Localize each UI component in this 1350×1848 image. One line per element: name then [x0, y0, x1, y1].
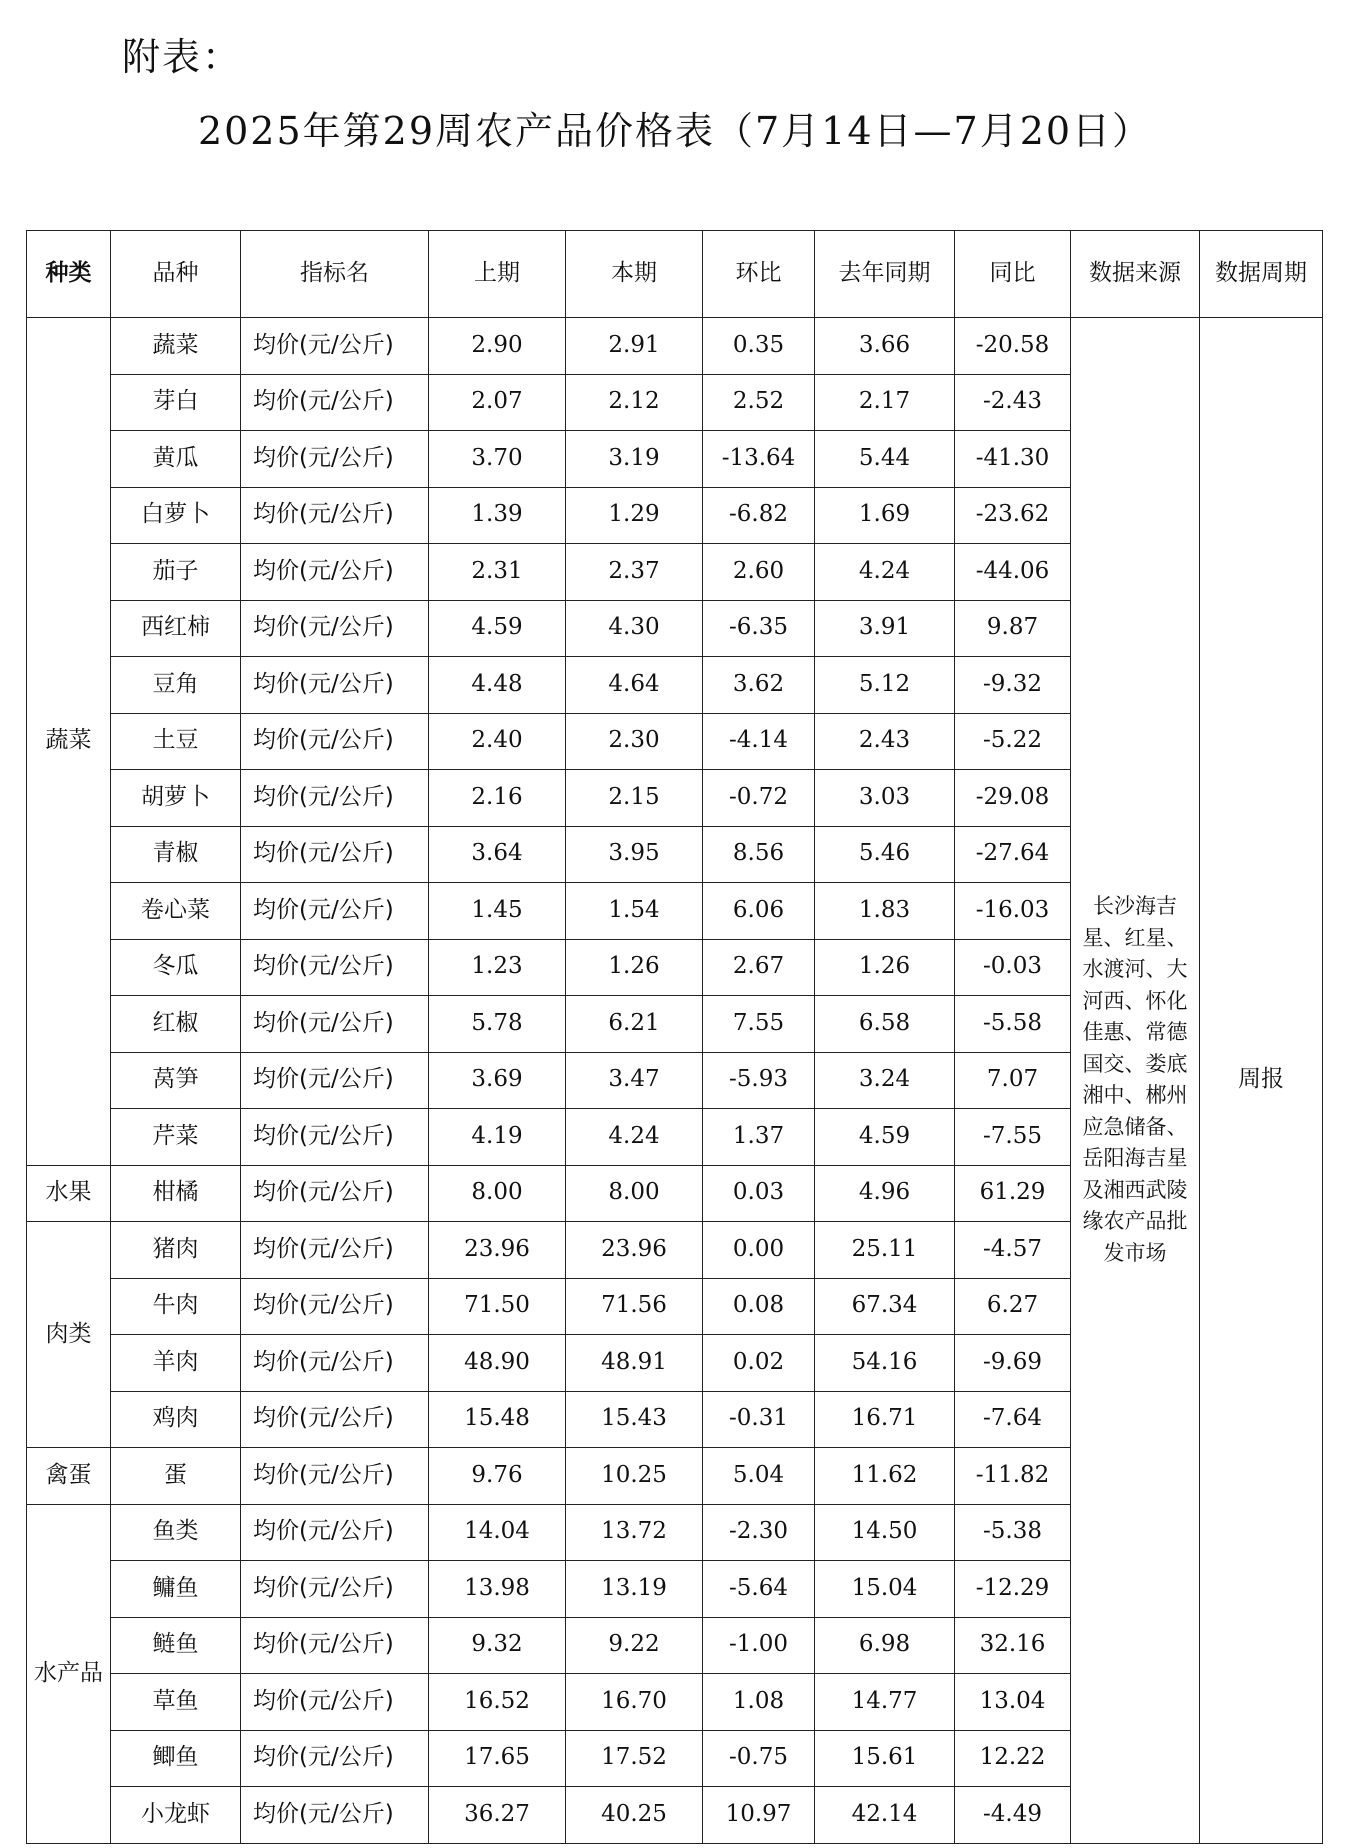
previous-value-cell: 2.16	[429, 770, 566, 827]
yoy-change-cell: -12.29	[955, 1561, 1071, 1618]
table-header-row	[27, 231, 1323, 318]
current-value-cell: 40.25	[566, 1787, 703, 1844]
column-header-last-year: 去年同期	[815, 231, 955, 318]
current-value-cell: 71.56	[566, 1278, 703, 1335]
previous-value-cell: 4.59	[429, 600, 566, 657]
column-header-metric: 指标名	[241, 231, 429, 318]
category-cell: 肉类	[27, 1222, 111, 1448]
current-value-cell: 3.95	[566, 826, 703, 883]
metric-cell: 均价(元/公斤)	[241, 996, 429, 1053]
mom-change-cell: -0.72	[703, 770, 815, 827]
previous-value-cell: 5.78	[429, 996, 566, 1053]
data-period-cell: 周报	[1200, 318, 1323, 1844]
mom-change-cell: -5.64	[703, 1561, 815, 1618]
last-year-value-cell: 1.83	[815, 883, 955, 940]
metric-cell: 均价(元/公斤)	[241, 657, 429, 714]
last-year-value-cell: 5.12	[815, 657, 955, 714]
mom-change-cell: 8.56	[703, 826, 815, 883]
previous-value-cell: 17.65	[429, 1730, 566, 1787]
mom-change-cell: 1.37	[703, 1109, 815, 1166]
mom-change-cell: -6.82	[703, 487, 815, 544]
yoy-change-cell: -20.58	[955, 318, 1071, 375]
metric-cell: 均价(元/公斤)	[241, 1222, 429, 1279]
current-value-cell: 2.12	[566, 374, 703, 431]
last-year-value-cell: 3.24	[815, 1052, 955, 1109]
category-cell: 禽蛋	[27, 1448, 111, 1505]
yoy-change-cell: -4.57	[955, 1222, 1071, 1279]
previous-value-cell: 71.50	[429, 1278, 566, 1335]
variety-cell: 鱼类	[111, 1504, 241, 1561]
mom-change-cell: 3.62	[703, 657, 815, 714]
yoy-change-cell: 32.16	[955, 1617, 1071, 1674]
last-year-value-cell: 15.61	[815, 1730, 955, 1787]
last-year-value-cell: 1.26	[815, 939, 955, 996]
yoy-change-cell: -9.32	[955, 657, 1071, 714]
current-value-cell: 1.54	[566, 883, 703, 940]
mom-change-cell: 0.35	[703, 318, 815, 375]
current-value-cell: 23.96	[566, 1222, 703, 1279]
previous-value-cell: 2.31	[429, 544, 566, 601]
last-year-value-cell: 1.69	[815, 487, 955, 544]
current-value-cell: 1.26	[566, 939, 703, 996]
mom-change-cell: 2.67	[703, 939, 815, 996]
metric-cell: 均价(元/公斤)	[241, 1504, 429, 1561]
variety-cell: 土豆	[111, 713, 241, 770]
variety-cell: 羊肉	[111, 1335, 241, 1392]
yoy-change-cell: -27.64	[955, 826, 1071, 883]
yoy-change-cell: -7.64	[955, 1391, 1071, 1448]
table-body	[27, 318, 1323, 1844]
variety-cell: 红椒	[111, 996, 241, 1053]
yoy-change-cell: -9.69	[955, 1335, 1071, 1392]
previous-value-cell: 2.90	[429, 318, 566, 375]
previous-value-cell: 23.96	[429, 1222, 566, 1279]
yoy-change-cell: 61.29	[955, 1165, 1071, 1222]
metric-cell: 均价(元/公斤)	[241, 318, 429, 375]
last-year-value-cell: 4.24	[815, 544, 955, 601]
last-year-value-cell: 3.66	[815, 318, 955, 375]
metric-cell: 均价(元/公斤)	[241, 826, 429, 883]
current-value-cell: 8.00	[566, 1165, 703, 1222]
previous-value-cell: 2.40	[429, 713, 566, 770]
variety-cell: 胡萝卜	[111, 770, 241, 827]
category-cell: 蔬菜	[27, 318, 111, 1166]
mom-change-cell: -4.14	[703, 713, 815, 770]
variety-cell: 鲫鱼	[111, 1730, 241, 1787]
variety-cell: 猪肉	[111, 1222, 241, 1279]
previous-value-cell: 48.90	[429, 1335, 566, 1392]
metric-cell: 均价(元/公斤)	[241, 1617, 429, 1674]
mom-change-cell: 1.08	[703, 1674, 815, 1731]
previous-value-cell: 13.98	[429, 1561, 566, 1618]
yoy-change-cell: -5.22	[955, 713, 1071, 770]
current-value-cell: 4.30	[566, 600, 703, 657]
metric-cell: 均价(元/公斤)	[241, 1448, 429, 1505]
yoy-change-cell: -44.06	[955, 544, 1071, 601]
yoy-change-cell: -0.03	[955, 939, 1071, 996]
mom-change-cell: -5.93	[703, 1052, 815, 1109]
column-header-variety: 品种	[111, 231, 241, 318]
current-value-cell: 1.29	[566, 487, 703, 544]
previous-value-cell: 9.76	[429, 1448, 566, 1505]
mom-change-cell: -6.35	[703, 600, 815, 657]
last-year-value-cell: 16.71	[815, 1391, 955, 1448]
metric-cell: 均价(元/公斤)	[241, 1052, 429, 1109]
column-header-category: 种类	[27, 231, 111, 318]
variety-cell: 鸡肉	[111, 1391, 241, 1448]
current-value-cell: 6.21	[566, 996, 703, 1053]
last-year-value-cell: 6.58	[815, 996, 955, 1053]
current-value-cell: 10.25	[566, 1448, 703, 1505]
current-value-cell: 2.37	[566, 544, 703, 601]
last-year-value-cell: 2.17	[815, 374, 955, 431]
previous-value-cell: 1.23	[429, 939, 566, 996]
mom-change-cell: -1.00	[703, 1617, 815, 1674]
last-year-value-cell: 14.50	[815, 1504, 955, 1561]
column-header-period: 数据周期	[1200, 231, 1323, 318]
column-header-mom: 环比	[703, 231, 815, 318]
column-header-yoy: 同比	[955, 231, 1071, 318]
last-year-value-cell: 2.43	[815, 713, 955, 770]
metric-cell: 均价(元/公斤)	[241, 487, 429, 544]
metric-cell: 均价(元/公斤)	[241, 713, 429, 770]
current-value-cell: 2.91	[566, 318, 703, 375]
last-year-value-cell: 67.34	[815, 1278, 955, 1335]
yoy-change-cell: -29.08	[955, 770, 1071, 827]
yoy-change-cell: -41.30	[955, 431, 1071, 488]
column-header-current: 本期	[566, 231, 703, 318]
variety-cell: 莴笋	[111, 1052, 241, 1109]
column-header-source: 数据来源	[1071, 231, 1200, 318]
yoy-change-cell: 7.07	[955, 1052, 1071, 1109]
yoy-change-cell: -2.43	[955, 374, 1071, 431]
mom-change-cell: 7.55	[703, 996, 815, 1053]
last-year-value-cell: 3.91	[815, 600, 955, 657]
variety-cell: 冬瓜	[111, 939, 241, 996]
variety-cell: 鲢鱼	[111, 1617, 241, 1674]
current-value-cell: 2.15	[566, 770, 703, 827]
previous-value-cell: 8.00	[429, 1165, 566, 1222]
current-value-cell: 4.64	[566, 657, 703, 714]
yoy-change-cell: -11.82	[955, 1448, 1071, 1505]
variety-cell: 西红柿	[111, 600, 241, 657]
variety-cell: 蔬菜	[111, 318, 241, 375]
previous-value-cell: 1.39	[429, 487, 566, 544]
variety-cell: 小龙虾	[111, 1787, 241, 1844]
mom-change-cell: -0.75	[703, 1730, 815, 1787]
current-value-cell: 16.70	[566, 1674, 703, 1731]
previous-value-cell: 36.27	[429, 1787, 566, 1844]
variety-cell: 牛肉	[111, 1278, 241, 1335]
previous-value-cell: 3.64	[429, 826, 566, 883]
variety-cell: 芹菜	[111, 1109, 241, 1166]
current-value-cell: 3.47	[566, 1052, 703, 1109]
yoy-change-cell: -16.03	[955, 883, 1071, 940]
table-row	[27, 318, 1323, 375]
mom-change-cell: 6.06	[703, 883, 815, 940]
previous-value-cell: 14.04	[429, 1504, 566, 1561]
metric-cell: 均价(元/公斤)	[241, 770, 429, 827]
previous-value-cell: 3.69	[429, 1052, 566, 1109]
mom-change-cell: 10.97	[703, 1787, 815, 1844]
mom-change-cell: 0.02	[703, 1335, 815, 1392]
previous-value-cell: 4.48	[429, 657, 566, 714]
last-year-value-cell: 54.16	[815, 1335, 955, 1392]
previous-value-cell: 4.19	[429, 1109, 566, 1166]
yoy-change-cell: -23.62	[955, 487, 1071, 544]
yoy-change-cell: -4.49	[955, 1787, 1071, 1844]
appendix-label: 附表：	[122, 35, 243, 79]
last-year-value-cell: 5.44	[815, 431, 955, 488]
last-year-value-cell: 25.11	[815, 1222, 955, 1279]
mom-change-cell: -13.64	[703, 431, 815, 488]
last-year-value-cell: 5.46	[815, 826, 955, 883]
mom-change-cell: 2.52	[703, 374, 815, 431]
last-year-value-cell: 15.04	[815, 1561, 955, 1618]
last-year-value-cell: 11.62	[815, 1448, 955, 1505]
yoy-change-cell: 13.04	[955, 1674, 1071, 1731]
yoy-change-cell: -7.55	[955, 1109, 1071, 1166]
previous-value-cell: 16.52	[429, 1674, 566, 1731]
yoy-change-cell: 9.87	[955, 600, 1071, 657]
metric-cell: 均价(元/公斤)	[241, 1730, 429, 1787]
variety-cell: 芽白	[111, 374, 241, 431]
page-title: 2025年第29周农产品价格表（7月14日—7月20日）	[197, 109, 1153, 153]
last-year-value-cell: 4.59	[815, 1109, 955, 1166]
current-value-cell: 48.91	[566, 1335, 703, 1392]
variety-cell: 卷心菜	[111, 883, 241, 940]
mom-change-cell: 5.04	[703, 1448, 815, 1505]
previous-value-cell: 2.07	[429, 374, 566, 431]
variety-cell: 白萝卜	[111, 487, 241, 544]
current-value-cell: 2.30	[566, 713, 703, 770]
mom-change-cell: 2.60	[703, 544, 815, 601]
current-value-cell: 9.22	[566, 1617, 703, 1674]
metric-cell: 均价(元/公斤)	[241, 600, 429, 657]
category-cell: 水产品	[27, 1504, 111, 1843]
current-value-cell: 17.52	[566, 1730, 703, 1787]
metric-cell: 均价(元/公斤)	[241, 1561, 429, 1618]
metric-cell: 均价(元/公斤)	[241, 1165, 429, 1222]
current-value-cell: 4.24	[566, 1109, 703, 1166]
variety-cell: 柑橘	[111, 1165, 241, 1222]
variety-cell: 黄瓜	[111, 431, 241, 488]
metric-cell: 均价(元/公斤)	[241, 1278, 429, 1335]
last-year-value-cell: 14.77	[815, 1674, 955, 1731]
yoy-change-cell: -5.38	[955, 1504, 1071, 1561]
metric-cell: 均价(元/公斤)	[241, 939, 429, 996]
mom-change-cell: -0.31	[703, 1391, 815, 1448]
mom-change-cell: 0.00	[703, 1222, 815, 1279]
previous-value-cell: 1.45	[429, 883, 566, 940]
variety-cell: 茄子	[111, 544, 241, 601]
variety-cell: 鳙鱼	[111, 1561, 241, 1618]
yoy-change-cell: 6.27	[955, 1278, 1071, 1335]
current-value-cell: 13.72	[566, 1504, 703, 1561]
metric-cell: 均价(元/公斤)	[241, 1109, 429, 1166]
mom-change-cell: 0.08	[703, 1278, 815, 1335]
previous-value-cell: 15.48	[429, 1391, 566, 1448]
variety-cell: 蛋	[111, 1448, 241, 1505]
metric-cell: 均价(元/公斤)	[241, 544, 429, 601]
previous-value-cell: 3.70	[429, 431, 566, 488]
previous-value-cell: 9.32	[429, 1617, 566, 1674]
variety-cell: 草鱼	[111, 1674, 241, 1731]
mom-change-cell: -2.30	[703, 1504, 815, 1561]
category-cell: 水果	[27, 1165, 111, 1222]
current-value-cell: 15.43	[566, 1391, 703, 1448]
data-source-cell: 长沙海吉星、红星、水渡河、大河西、怀化佳惠、常德国交、娄底湘中、郴州应急储备、岳阳海吉星及湘西武陵缘农产品批发市场	[1071, 318, 1200, 1844]
metric-cell: 均价(元/公斤)	[241, 1787, 429, 1844]
metric-cell: 均价(元/公斤)	[241, 883, 429, 940]
current-value-cell: 13.19	[566, 1561, 703, 1618]
yoy-change-cell: 12.22	[955, 1730, 1071, 1787]
variety-cell: 豆角	[111, 657, 241, 714]
variety-cell: 青椒	[111, 826, 241, 883]
column-header-previous: 上期	[429, 231, 566, 318]
last-year-value-cell: 6.98	[815, 1617, 955, 1674]
last-year-value-cell: 3.03	[815, 770, 955, 827]
metric-cell: 均价(元/公斤)	[241, 1391, 429, 1448]
metric-cell: 均价(元/公斤)	[241, 431, 429, 488]
metric-cell: 均价(元/公斤)	[241, 1674, 429, 1731]
metric-cell: 均价(元/公斤)	[241, 374, 429, 431]
last-year-value-cell: 4.96	[815, 1165, 955, 1222]
yoy-change-cell: -5.58	[955, 996, 1071, 1053]
metric-cell: 均价(元/公斤)	[241, 1335, 429, 1392]
last-year-value-cell: 42.14	[815, 1787, 955, 1844]
mom-change-cell: 0.03	[703, 1165, 815, 1222]
current-value-cell: 3.19	[566, 431, 703, 488]
price-table	[26, 230, 1323, 1844]
